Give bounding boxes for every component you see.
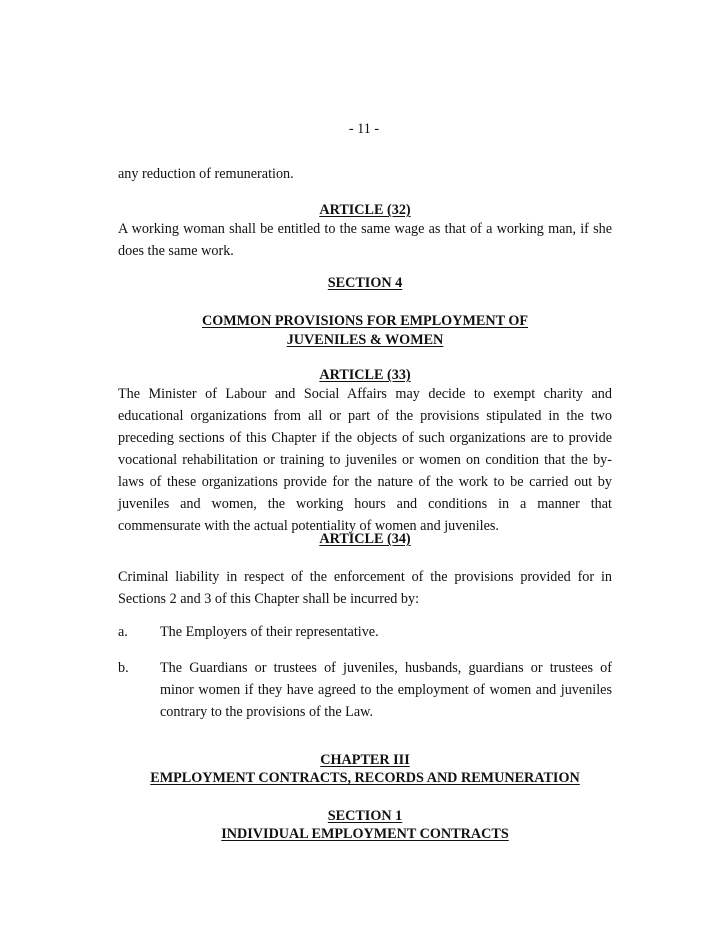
article-32-text: A working woman shall be entitled to the same wage as that of a working man, if she does the same work.: [118, 221, 612, 259]
section-4-title-line2: JUVENILES & WOMEN: [286, 332, 444, 348]
section-1-title: INDIVIDUAL EMPLOYMENT CONTRACTS: [221, 826, 509, 842]
article-33-text: The Minister of Labour and Social Affairs may decide to exempt charity and educational organizations from all or part of the provisions stipulated in the two preceding sections of this Chapter if the objects of such organizations are to provide vocational rehabilitation or training to juveniles or women on condition that the by-laws of these organizations provide for the nature of the work to be carried out by juveniles and women, the working hours and conditions in a manner that commensurate with the actual potentiality of women and juveniles.: [118, 386, 612, 534]
article-33-heading: ARTICLE (33): [319, 367, 411, 383]
page-number: - 11 -: [348, 121, 380, 137]
list-item-a-label: a.: [118, 624, 128, 640]
section-4-title-line1: COMMON PROVISIONS FOR EMPLOYMENT OF: [201, 313, 529, 329]
article-32-heading: ARTICLE (32): [319, 202, 411, 218]
intro-line: any reduction of remuneration.: [118, 166, 294, 182]
chapter-3-heading: CHAPTER III: [320, 752, 410, 768]
list-item-a-text: The Employers of their representative.: [160, 624, 379, 640]
chapter-3-title: EMPLOYMENT CONTRACTS, RECORDS AND REMUNERATION: [150, 770, 580, 786]
section-4-heading: SECTION 4: [327, 275, 403, 291]
list-item-b-text: The Guardians or trustees of juveniles, husbands, guardians or trustees of minor women if they have agreed to the employment of women and juveniles contrary to the provisions of the Law.: [160, 660, 612, 720]
article-34-heading: ARTICLE (34): [319, 531, 411, 547]
section-1-heading: SECTION 1: [327, 808, 403, 824]
article-34-text: Criminal liability in respect of the enforcement of the provisions provided for in Sections 2 and 3 of this Chapter shall be incurred by:: [118, 569, 612, 607]
list-item-b-label: b.: [118, 660, 129, 676]
